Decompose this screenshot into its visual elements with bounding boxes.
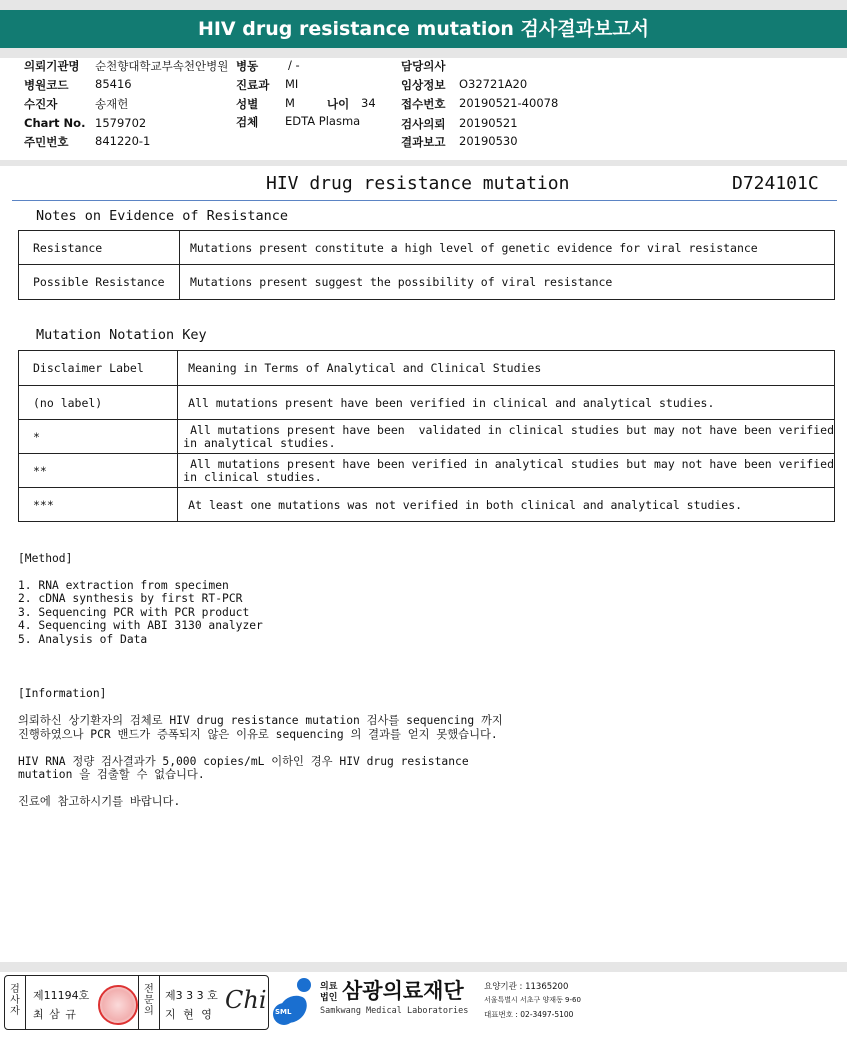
specialist-vertical-label [138, 976, 160, 1029]
information-title: [Information] [18, 687, 107, 700]
receipt-value: 20190521-40078 [459, 96, 559, 110]
notation-header-label: Disclaimer Label [19, 351, 178, 386]
table-row [19, 386, 835, 420]
clinical-info-value: O32721A20 [459, 77, 528, 91]
test-name: HIV drug resistance mutation [266, 173, 570, 194]
chart-label: Chart No. [24, 116, 86, 130]
notation-line: in clinical studies. [183, 469, 322, 484]
table-row [19, 420, 835, 454]
specialist-vertical-text: 전문의 [144, 984, 154, 1017]
specimen-value: EDTA Plasma [285, 114, 361, 128]
institution-label: 의뢰기관명 [24, 59, 80, 73]
method-step: 3. Sequencing PCR with PCR product [18, 606, 250, 619]
table-row [19, 454, 835, 488]
notation-title: Mutation Notation Key [36, 327, 207, 343]
notation-text: At least one mutations was not verified in both clinical and analytical studies. [178, 488, 835, 522]
table-row [19, 231, 835, 265]
company-info-1: 요양기관 : 11365200 [484, 982, 569, 992]
sml-logo-icon [270, 974, 318, 1028]
method-step: 2. cDNA synthesis by first RT-PCR [18, 592, 243, 605]
method-step: 4. Sequencing with ABI 3130 analyzer [18, 619, 263, 632]
inspector-vertical-label [5, 976, 26, 1029]
institution-value: 순천향대학교부속천안병원 [95, 59, 229, 73]
company-info-2: 서울특별시 서초구 양재동 9-60 [484, 996, 581, 1004]
request-value: 20190521 [459, 116, 518, 130]
notation-text [178, 454, 835, 488]
information-text: 진료에 참고하시기를 바랍니다. [18, 795, 181, 808]
report-title: HIV drug resistance mutation 검사결과보고서 [0, 10, 847, 48]
request-label: 검사의뢰 [401, 117, 446, 131]
report-date-label: 결과보고 [401, 135, 446, 149]
patient-label: 수진자 [24, 97, 58, 111]
specialist-license: 제3 3 3 호 [165, 989, 218, 1002]
information-text: 의뢰하신 상기환자의 검체로 HIV drug resistance mutation 검사를 sequencing 까지 [18, 714, 503, 727]
id-label: 주민번호 [24, 135, 69, 149]
method-step: 5. Analysis of Data [18, 633, 148, 646]
notation-line: All mutations present have been validated in clinical studies but may not have been verified [183, 422, 834, 437]
sex-value: M [285, 96, 295, 110]
sex-label: 성별 [236, 97, 259, 111]
notation-label: ** [19, 454, 178, 488]
table-row [19, 351, 835, 386]
age-label: 나이 [327, 97, 350, 111]
corp-small-1: 의료 [320, 982, 338, 992]
evidence-table [18, 230, 835, 300]
notation-line: in analytical studies. [183, 435, 336, 450]
report-date-value: 20190530 [459, 134, 518, 148]
notation-label: (no label) [19, 386, 178, 420]
id-value: 841220-1 [95, 134, 151, 148]
ward-value: / - [288, 58, 300, 72]
information-text: 진행하였으나 PCR 밴드가 증폭되지 않은 이유로 sequencing 의 결과를 얻지 못했습니다. [18, 728, 498, 741]
inspector-vertical-text: 검사자 [10, 984, 20, 1017]
footer-divider [0, 962, 847, 972]
information-text: mutation 을 검출할 수 없습니다. [18, 768, 205, 781]
company-info-3: 대표번호 : 02-3497-5100 [484, 1010, 574, 1019]
method-step: 1. RNA extraction from specimen [18, 579, 229, 592]
notation-label: * [19, 420, 178, 454]
notation-label: *** [19, 488, 178, 522]
title-rule [12, 200, 837, 201]
evidence-title: Notes on Evidence of Resistance [36, 208, 288, 224]
corp-small-2: 법인 [320, 993, 338, 1003]
signature: Chi [225, 986, 267, 1014]
information-text: HIV RNA 정량 검사결과가 5,000 copies/mL 이하인 경우 HIV drug resistance [18, 755, 469, 768]
test-code: D724101C [732, 173, 819, 194]
notation-line: All mutations present have been verified in analytical studies but may not have been verified [183, 456, 834, 471]
header-divider [0, 160, 847, 166]
receipt-label: 접수번호 [401, 97, 446, 111]
doctor-label: 담당의사 [401, 59, 446, 73]
inspector-license: 제11194호 [33, 989, 90, 1002]
evidence-text: Mutations present constitute a high level of genetic evidence for viral resistance [180, 231, 835, 265]
table-row [19, 265, 835, 300]
notation-text [178, 420, 835, 454]
specimen-label: 검체 [236, 115, 259, 129]
hospital-code-value: 85416 [95, 77, 132, 91]
evidence-label: Possible Resistance [19, 265, 180, 300]
signature-box [4, 975, 269, 1030]
company-english: Samkwang Medical Laboratories [320, 1006, 469, 1016]
notation-table [18, 350, 835, 522]
chart-value: 1579702 [95, 116, 147, 130]
notation-text: All mutations present have been verified in clinical and analytical studies. [178, 386, 835, 420]
evidence-text: Mutations present suggest the possibility of viral resistance [180, 265, 835, 300]
ward-label: 병동 [236, 59, 259, 73]
logo-small-text: SML [275, 1008, 292, 1016]
company-name: 삼광의료재단 [342, 979, 464, 1003]
inspector-seal [98, 985, 138, 1025]
table-row [19, 488, 835, 522]
hospital-code-label: 병원코드 [24, 78, 69, 92]
department-value: MI [285, 77, 299, 91]
evidence-label: Resistance [19, 231, 180, 265]
inspector-name: 최 삼 규 [33, 1008, 77, 1021]
notation-header-text: Meaning in Terms of Analytical and Clinical Studies [178, 351, 835, 386]
age-value: 34 [361, 96, 376, 110]
department-label: 진료과 [236, 78, 270, 92]
specialist-name: 지 현 영 [165, 1008, 214, 1021]
patient-value: 송재헌 [95, 97, 129, 111]
method-title: [Method] [18, 552, 73, 565]
clinical-info-label: 임상정보 [401, 78, 446, 92]
